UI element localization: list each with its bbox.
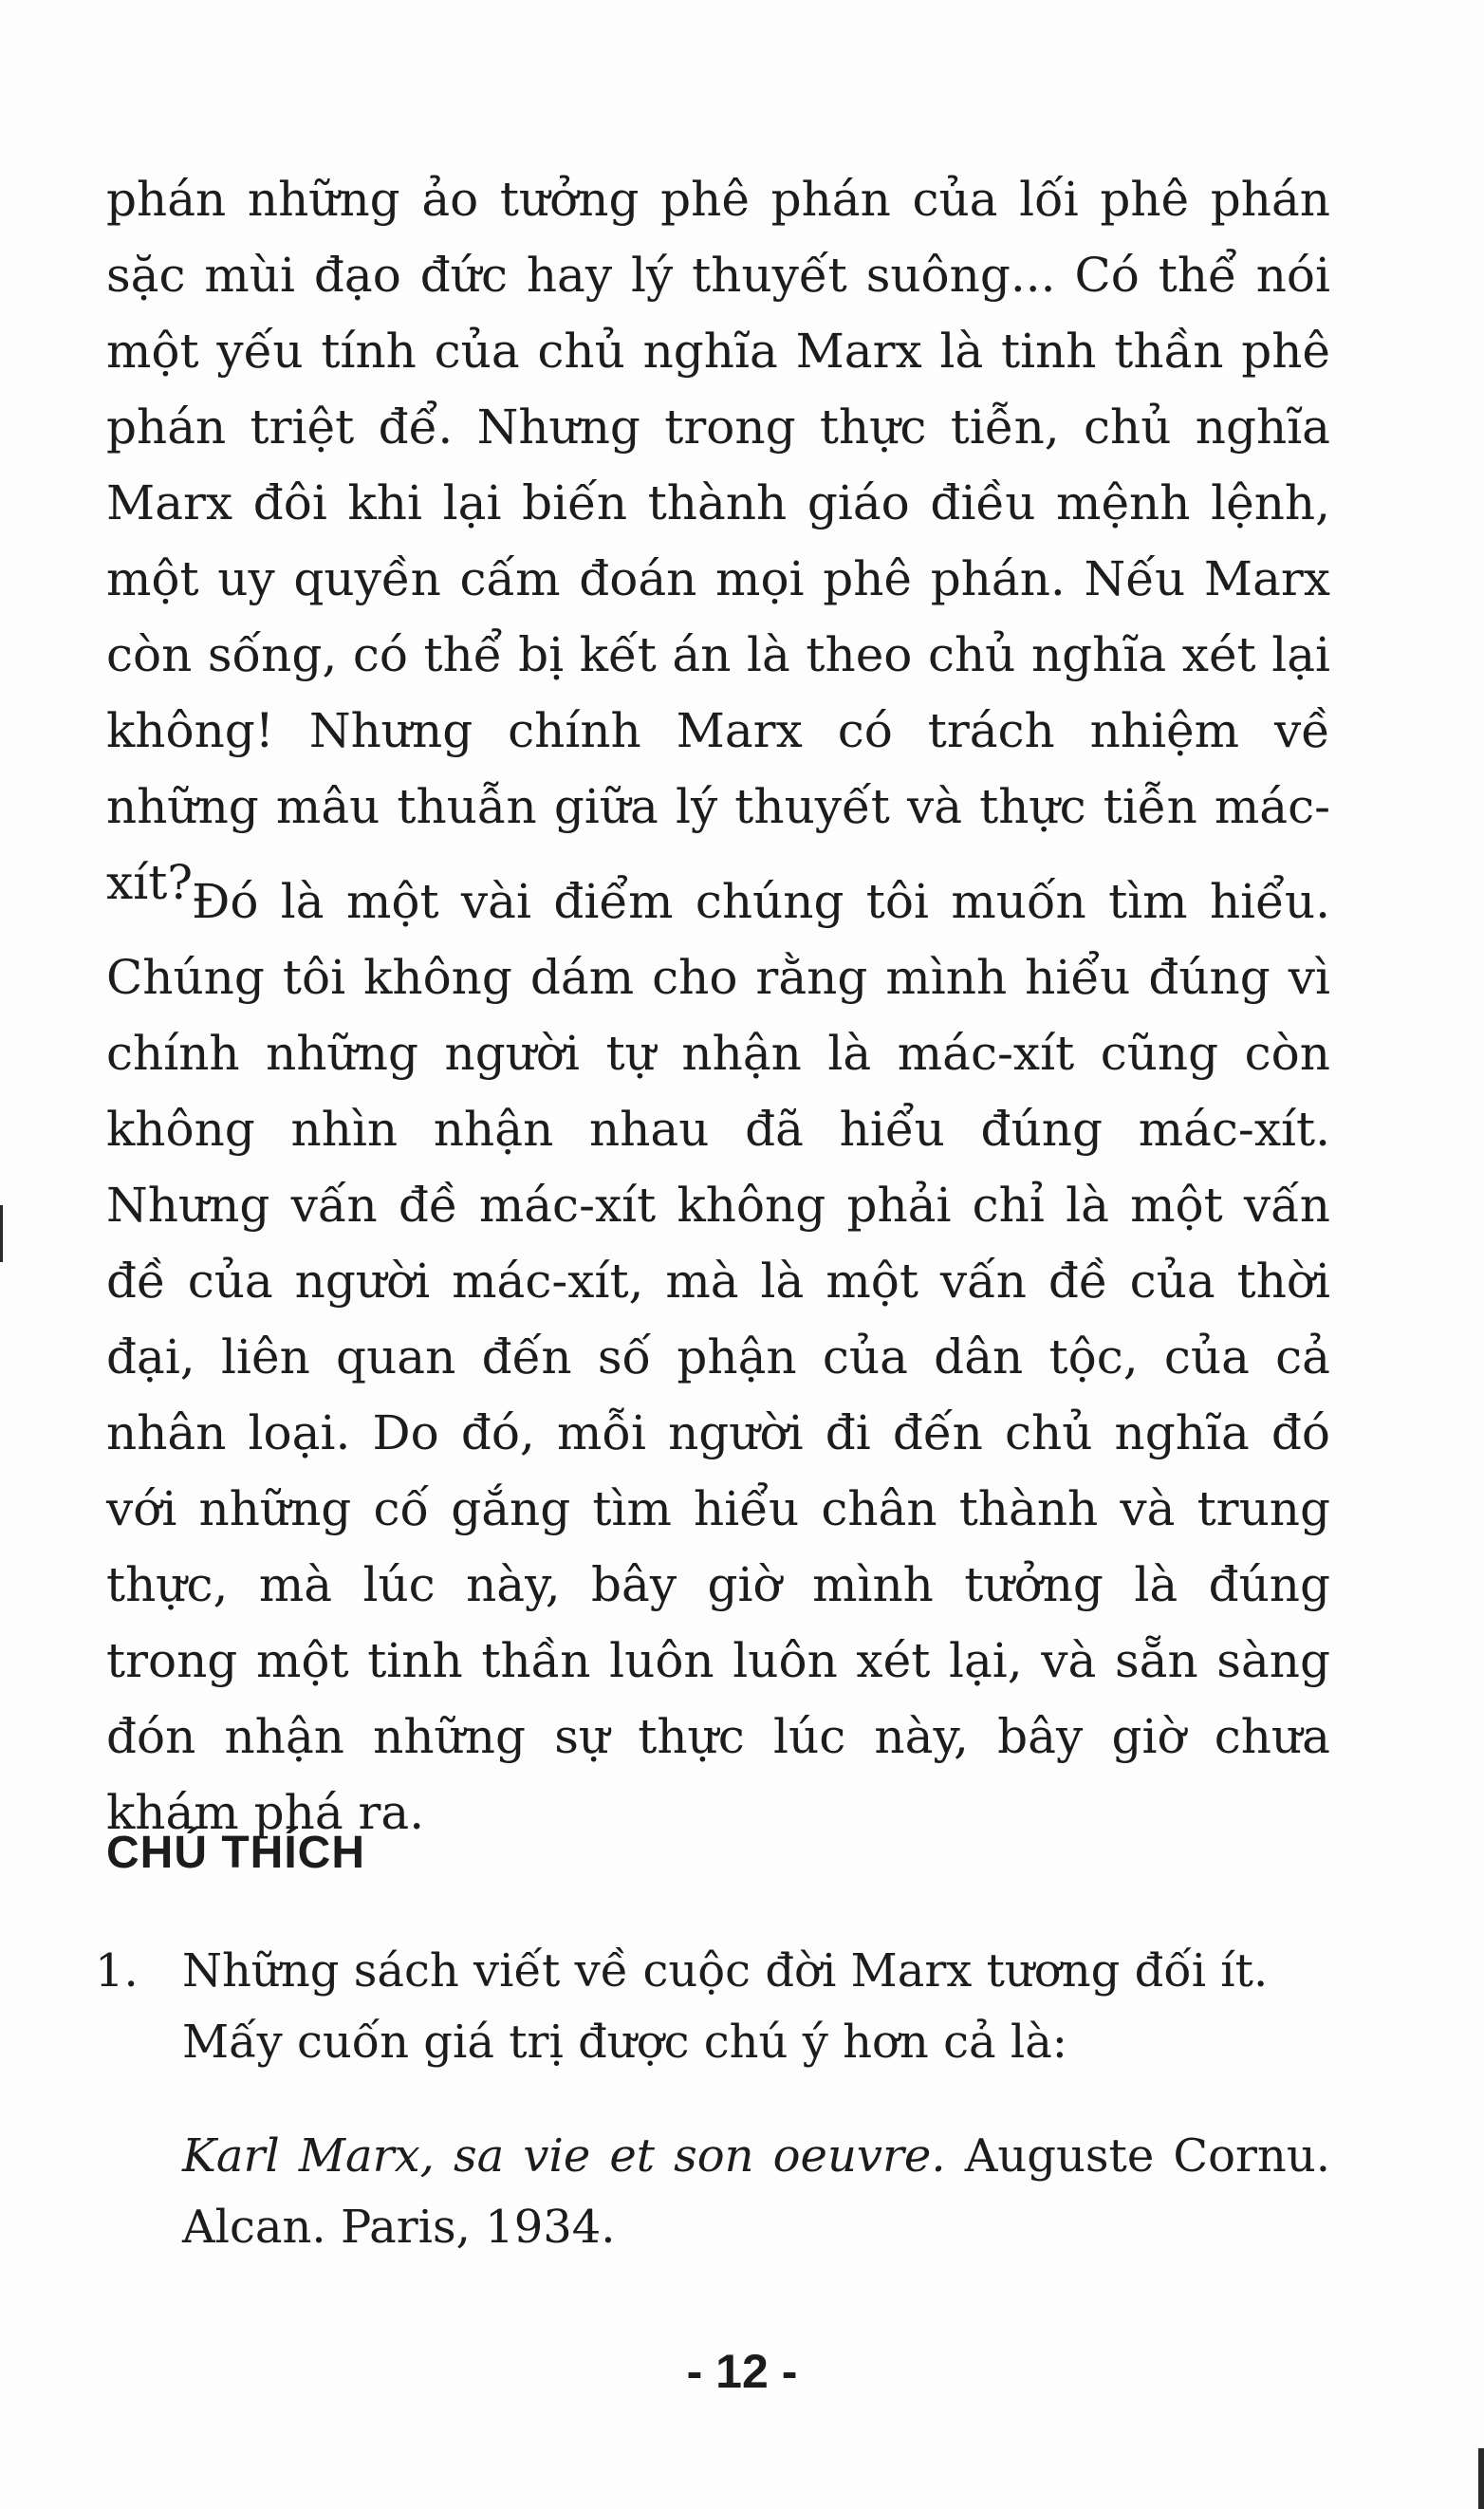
- footnote-text: Những sách viết về cuộc đời Marx tương đối ít. Mấy cuốn giá trị được chú ý hơn cả là:: [182, 1944, 1269, 2069]
- footnote-reference: [182, 2121, 1330, 2263]
- footnote-number: 1.: [95, 1944, 139, 1998]
- reference-title: Karl Marx, sa vie et son oeuvre.: [182, 2129, 946, 2183]
- body-paragraph: Đó là một vài điểm chúng tôi muốn tìm hiểu. Chúng tôi không dám cho rằng mình hiểu đúng vì chính những người tự nhận là mác-xít cũng còn không nhìn nhận nhau đã hiểu đúng mác-xít. Nhưng vấn đề mác-xít không phải chỉ là một vấn đề của người mác-xít, mà là một vấn đề của thời đại, liên quan đến số phận của dân tộc, của cả nhân loại. Do đó, mỗi người đi đến chủ nghĩa đó với những cố gắng tìm hiểu chân thành và trung thực, mà lúc này, bây giờ mình tưởng là đúng trong một tinh thần luôn luôn xét lại, và sẵn sàng đón nhận những sự thực lúc này, bây giờ chưa khám phá ra.: [106, 874, 1330, 1840]
- page-edge-mark: [1478, 2448, 1484, 2509]
- notes-heading: CHÚ THÍCH: [106, 1828, 365, 1878]
- body-paragraph: phán những ảo tưởng phê phán của lối phê phán sặc mùi đạo đức hay lý thuyết suông... Có thể nói một yếu tính của chủ nghĩa Marx là tinh thần phê phán triệt để. Nhưng trong thực tiễn, chủ nghĩa Marx đôi khi lại biến thành giáo điều mệnh lệnh, một uy quyền cấm đoán mọi phê phán. Nếu Marx còn sống, có thể bị kết án là theo chủ nghĩa xét lại không! Nhưng chính Marx có trách nhiệm về những mâu thuẫn giữa lý thuyết và thực tiễn mác-xít?: [106, 172, 1330, 910]
- page-number: - 12 -: [686, 2345, 798, 2398]
- binding-edge-mark: [0, 1205, 3, 1262]
- footnote-item: [95, 1936, 1328, 2078]
- reference-details: Auguste Cornu. Alcan. Paris, 1934.: [182, 2129, 1331, 2254]
